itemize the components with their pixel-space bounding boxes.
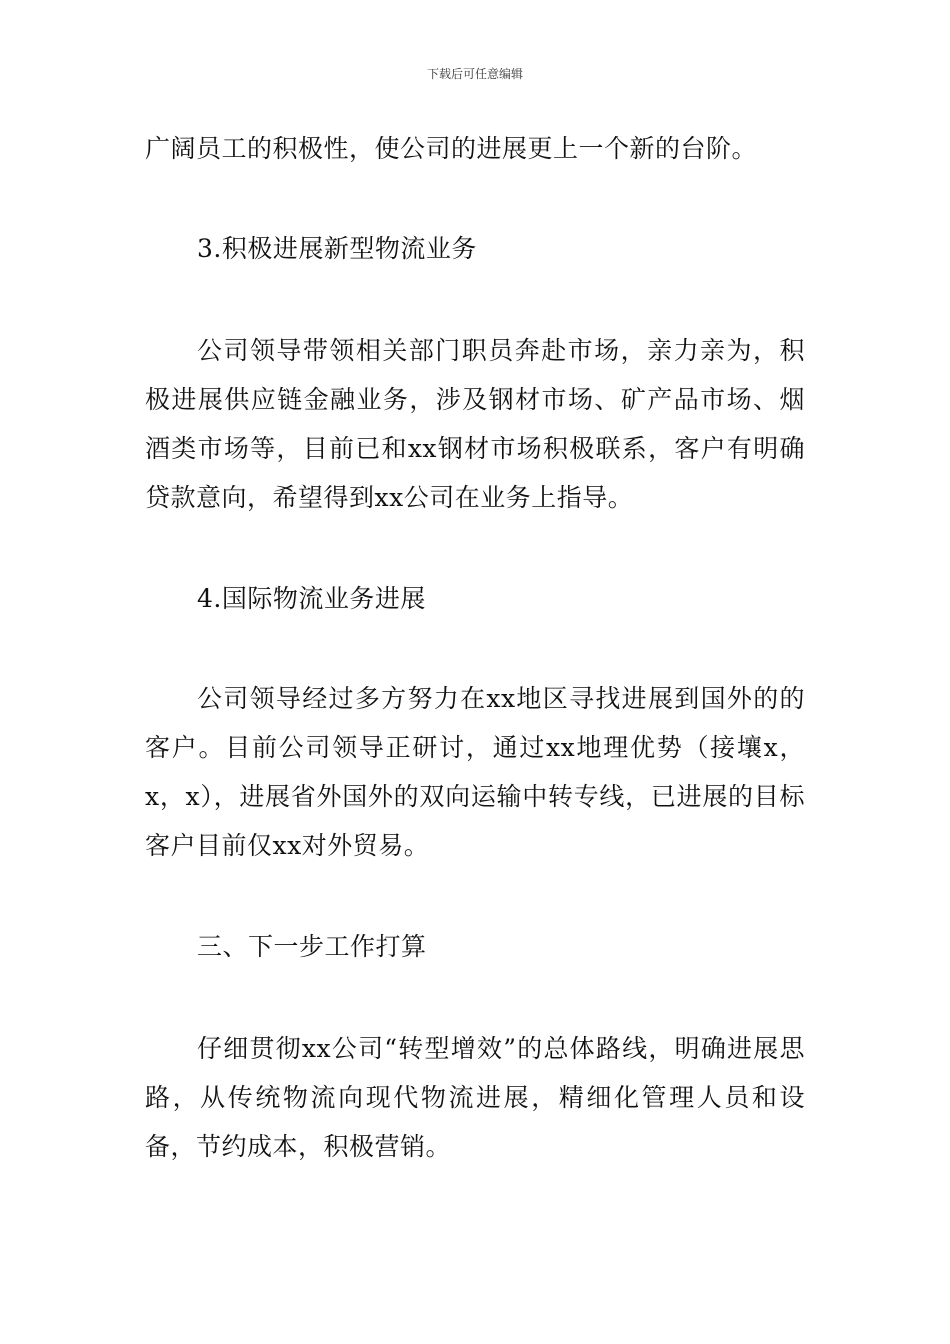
subheading-international-logistics: 4.国际物流业务进展 [197,584,426,613]
subheading-new-logistics: 3.积极进展新型物流业务 [197,234,477,263]
section-heading-next-steps: 三、下一步工作打算 [197,932,427,961]
paragraph-international-clients: 公司领导经过多方努力在xx地区寻找进展到国外的的客户。目前公司领导正研讨，通过xx地理优势（接壤x，x，x），进展省外国外的双向运输中转专线，已进展的目标客户目前仅xx对外贸易。 [145,684,805,860]
paragraph-next-steps: 仔细贯彻xx公司“转型增效”的总体路线，明确进展思路，从传统物流向现代物流进展，精细化管理人员和设备，节约成本，积极营销。 [145,1034,805,1161]
paragraph-continuation: 广阔员工的积极性，使公司的进展更上一个新的台阶。 [145,134,758,163]
page-header-note: 下载后可任意编辑 [426,67,523,81]
paragraph-supply-chain: 公司领导带领相关部门职员奔赴市场，亲力亲为，积极进展供应链金融业务，涉及钢材市场、矿产品市场、烟酒类市场等，目前已和xx钢材市场积极联系，客户有明确贷款意向，希望得到xx公司在业务上指导。 [145,336,805,512]
